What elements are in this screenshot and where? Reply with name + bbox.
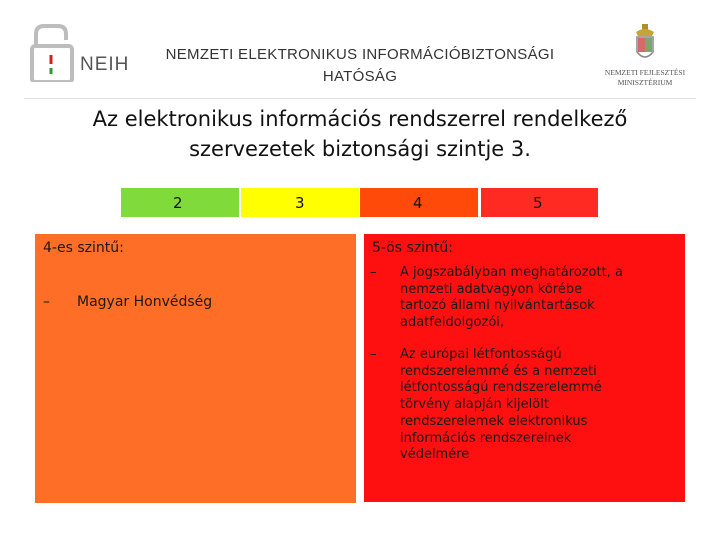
level-5-box [481,188,598,217]
item-2-line: védelmére [400,447,470,463]
item-2-line: információs rendszereinek [400,430,572,446]
level-5-item-2 [370,347,678,464]
item-2-line: törvény alapján kijelölt [400,397,549,413]
level-3-label: 3 [295,194,305,212]
item-1-line: tartozó állami nyilvántartások [400,298,595,314]
item-2-line: rendszerelemek elektronikus [400,413,588,429]
list-bullet: – [370,265,377,280]
slide-title [40,104,680,164]
agency-name-line1: NEMZETI ELEKTRONIKUS INFORMÁCIÓBIZTONSÁGI [165,46,555,63]
item-1-line: adatfeldolgozói, [400,315,505,331]
level-4-heading: 4-es szintű: [43,240,124,256]
level-4-box [360,188,478,217]
item-2-line: rendszerelemmé és a nemzeti [400,363,597,379]
item-1-line: nemzeti adatvagyon körébe [400,281,583,297]
level-4-panel [35,234,356,503]
level-5-label: 5 [533,194,543,212]
ministry-name-line2: MINISZTÉRIUM [617,78,673,87]
level-2-box [121,188,239,217]
list-bullet: – [370,347,377,362]
level-5-item-1 [370,265,678,332]
level-5-panel [364,234,685,502]
item-1-line: A jogszabályban meghatározott, a [400,265,623,280]
agency-name-line2: HATÓSÁG [322,68,398,85]
level-4-item [43,294,212,310]
agency-name [150,44,570,88]
level-2-label: 2 [173,194,183,212]
ministry-logo [600,22,690,88]
list-bullet: – [43,294,50,310]
ministry-name-line1: NEMZETI FEJLESZTÉSI [604,68,686,77]
level-4-item-text: Magyar Honvédség [77,294,213,310]
slide-title-line2: szervezetek biztonsági szintje 3. [189,137,531,161]
item-2-line: Az európai létfontosságú [400,347,562,362]
level-3-box [241,188,359,217]
neih-logo [28,22,138,82]
header-divider [24,98,696,99]
neih-logo-text: NEIH [80,54,130,75]
hungarian-coat-of-arms-icon [600,22,690,66]
item-2-line: létfontosságú rendszerelemmé [400,380,602,396]
slide-title-line1: Az elektronikus információs rendszerrel rendelkező [92,107,628,131]
level-5-heading: 5-ös szintű: [372,240,454,256]
level-4-label: 4 [413,194,423,212]
